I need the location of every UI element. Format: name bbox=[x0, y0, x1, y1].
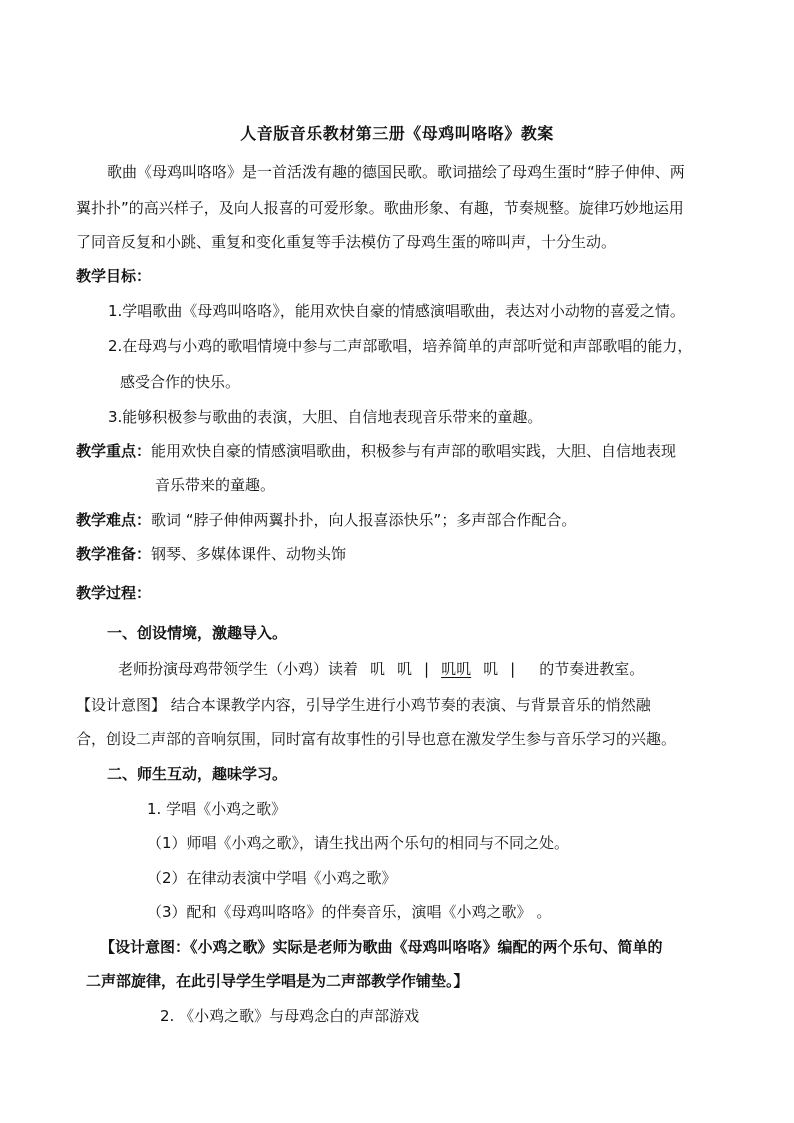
rhythm-line bbox=[118, 659, 644, 679]
goal-item: 3.能够积极参与歌曲的表演，大胆、自信地表现音乐带来的童趣。 bbox=[108, 408, 543, 426]
step-item: 2. 《小鸡之歌》与母鸡念白的声部游戏 bbox=[160, 1007, 420, 1025]
difficulties-label: 教学难点： bbox=[76, 511, 152, 529]
key-points-continuation: 音乐带来的童趣。 bbox=[155, 476, 276, 494]
bar-line: | bbox=[510, 660, 516, 678]
preparation-text: 钢琴、多媒体课件、动物头饰 bbox=[151, 545, 347, 563]
difficulties bbox=[76, 510, 576, 530]
process-heading: 教学过程： bbox=[76, 584, 152, 602]
section-heading: 二、师生互动，趣味学习。 bbox=[107, 765, 288, 783]
key-points bbox=[76, 441, 676, 461]
document-title: 人音版音乐教材第三册《母鸡叫咯咯》教案 bbox=[240, 124, 554, 143]
step-item: 1. 学唱《小鸡之歌》 bbox=[147, 800, 287, 818]
rhythm-syllable: 叽 bbox=[370, 660, 386, 678]
intro-paragraph-line: 翼扑扑”的高兴样子，及向人报喜的可爱形象。歌曲形象、有趣，节奏规整。旋律巧妙地运用 bbox=[76, 199, 684, 217]
goal-item: 2.在母鸡与小鸡的歌唱情境中参与二声部歌唱，培养简单的声部听觉和声部歌唱的能力， bbox=[108, 337, 693, 355]
design-intent-line: 二声部旋律，在此引导学生学唱是为二声部教学作铺垫。】 bbox=[86, 972, 469, 990]
preparation-label: 教学准备： bbox=[76, 545, 152, 563]
rhythm-tail-text: 的节奏进教室。 bbox=[539, 660, 645, 678]
difficulties-text: 歌词 “脖子伸伸两翼扑扑，向人报喜添快乐”；多声部合作配合。 bbox=[151, 511, 577, 529]
preparation bbox=[76, 544, 346, 564]
bar-line: | bbox=[424, 660, 430, 678]
key-points-text: 能用欢快自豪的情感演唱歌曲，积极参与有声部的歌唱实践，大胆、自信地表现 bbox=[151, 442, 677, 460]
sub-step: （3）配和《母鸡叫咯咯》的伴奏音乐，演唱《小鸡之歌》 。 bbox=[147, 903, 552, 921]
intro-paragraph-line: 歌曲《母鸡叫咯咯》是一首活泼有趣的德国民歌。歌词描绘了母鸡生蛋时“脖子伸伸、两 bbox=[107, 163, 685, 181]
rhythm-lead-text: 老师扮演母鸡带领学生（小鸡）读着 bbox=[118, 660, 359, 678]
intro-paragraph-line: 了同音反复和小跳、重复和变化重复等手法模仿了母鸡生蛋的啼叫声，十分生动。 bbox=[76, 233, 617, 251]
key-points-label: 教学重点： bbox=[76, 442, 152, 460]
design-intent-line: 【设计意图：《小鸡之歌》实际是老师为歌曲《母鸡叫咯咯》编配的两个乐句、简单的 bbox=[100, 938, 663, 956]
goal-item-continuation: 感受合作的快乐。 bbox=[120, 373, 241, 391]
design-intent-line: 【设计意图】 结合本课教学内容，引导学生进行小鸡节奏的表演、与背景音乐的悄然融 bbox=[76, 696, 651, 714]
rhythm-syllable-eighths: 叽叽 bbox=[441, 660, 472, 678]
goal-item: 1.学唱歌曲《母鸡叫咯咯》，能用欢快自豪的情感演唱歌曲，表达对小动物的喜爱之情。 bbox=[108, 302, 685, 320]
sub-step: （2）在律动表演中学唱《小鸡之歌》 bbox=[147, 869, 397, 887]
section-heading: 一、创设情境，激趣导入。 bbox=[107, 624, 288, 642]
design-intent-line: 合，创设二声部的音响氛围，同时富有故事性的引导也意在激发学生参与音乐学习的兴趣。 bbox=[76, 730, 677, 748]
rhythm-syllable: 叽 bbox=[483, 660, 499, 678]
rhythm-syllable: 叽 bbox=[397, 660, 413, 678]
sub-step: （1）师唱《小鸡之歌》，请生找出两个乐句的相同与不同之处。 bbox=[147, 834, 570, 852]
goals-heading: 教学目标： bbox=[76, 267, 152, 285]
